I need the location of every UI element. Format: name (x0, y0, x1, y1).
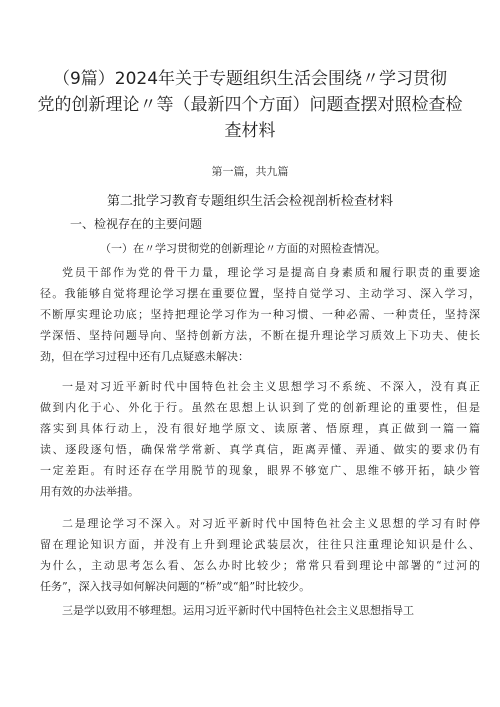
paragraph-line: 三是学以致用不够理想。运用习近平新时代中国特色社会主义思想指导工 (62, 604, 414, 617)
paragraph-line: 为什么，主动思考怎么看、怎么办时比较少；常常只看到理论中部署的“过河的 (40, 559, 480, 572)
heading-level-1: 一、检视存在的主要问题 (70, 217, 203, 231)
title-line-1: （9篇）2024年关于专题组织生活会围绕〃学习贯彻 (52, 69, 448, 89)
paragraph-line: 党员干部作为党的骨干力量，理论学习是提高自身素质和履行职责的重要途 (62, 266, 480, 279)
paragraph-line: 学深悟、坚持问题导向、坚持创新方法，不断在提升理论学习质效上下功夫、使长 (40, 329, 480, 342)
title-line-2: 党的创新理论〃等（最新四个方面）问题查摆对照检查检 (37, 95, 463, 115)
paragraph-1 (40, 262, 480, 367)
paragraph-4 (40, 600, 480, 621)
subheading: （一）在〃学习贯彻党的创新理论〃方面的对照检查情况。 (100, 242, 386, 255)
section-title: 第二批学习教育专题组织生活会检视剖析检查材料 (106, 194, 393, 209)
paragraph-line: 用有效的办法举措。 (40, 485, 139, 498)
title-line-3: 查材料 (224, 121, 276, 141)
part-label: 第一篇，共九篇 (211, 165, 289, 178)
paragraph-line: 留在理论知识方面，并没有上升到理论武装层次，往往只注重理论知识是什么、 (40, 538, 480, 551)
paragraph-line: 径。我能够自觉将理论学习摆在重要位置，坚持自觉学习、主动学习、深入学习， (40, 287, 480, 300)
paragraph-line: 二是理论学习不深入。对习近平新时代中国特色社会主义思想的学习有时停 (62, 517, 480, 530)
paragraph-line: 落实到具体行动上，没有很好地学原文、读原著、悟原理，真正做到一篇一篇 (40, 422, 480, 435)
paragraph-line: 做到内化于心、外化于行。虽然在思想上认识到了党的创新理论的重要性，但是 (40, 401, 480, 414)
document-title (20, 66, 480, 144)
paragraph-line: 一是对习近平新时代中国特色社会主义思想学习不系统、不深入，没有真正 (62, 380, 480, 393)
paragraph-line: 一定差距。有时还存在学用脱节的现象，眼界不够宽广、思维不够开拓，缺少管 (40, 464, 480, 477)
paragraph-line: 不断厚实理论功底；坚持把理论学习作为一种习惯、一种必需、一种责任，坚持深 (40, 308, 480, 321)
paragraph-3 (40, 513, 480, 597)
paragraph-line: 劲，但在学习过程中还有几点疑惑未解决： (40, 350, 249, 363)
paragraph-line: 读、逐段逐句悟，确保常学常新、真学真信，距离弄懂、弄通、做实的要求仍有 (40, 443, 480, 456)
paragraph-2 (40, 376, 480, 502)
paragraph-line: 任务”，深入找寻如何解决问题的“桥”或“船”时比较少。 (40, 580, 311, 593)
